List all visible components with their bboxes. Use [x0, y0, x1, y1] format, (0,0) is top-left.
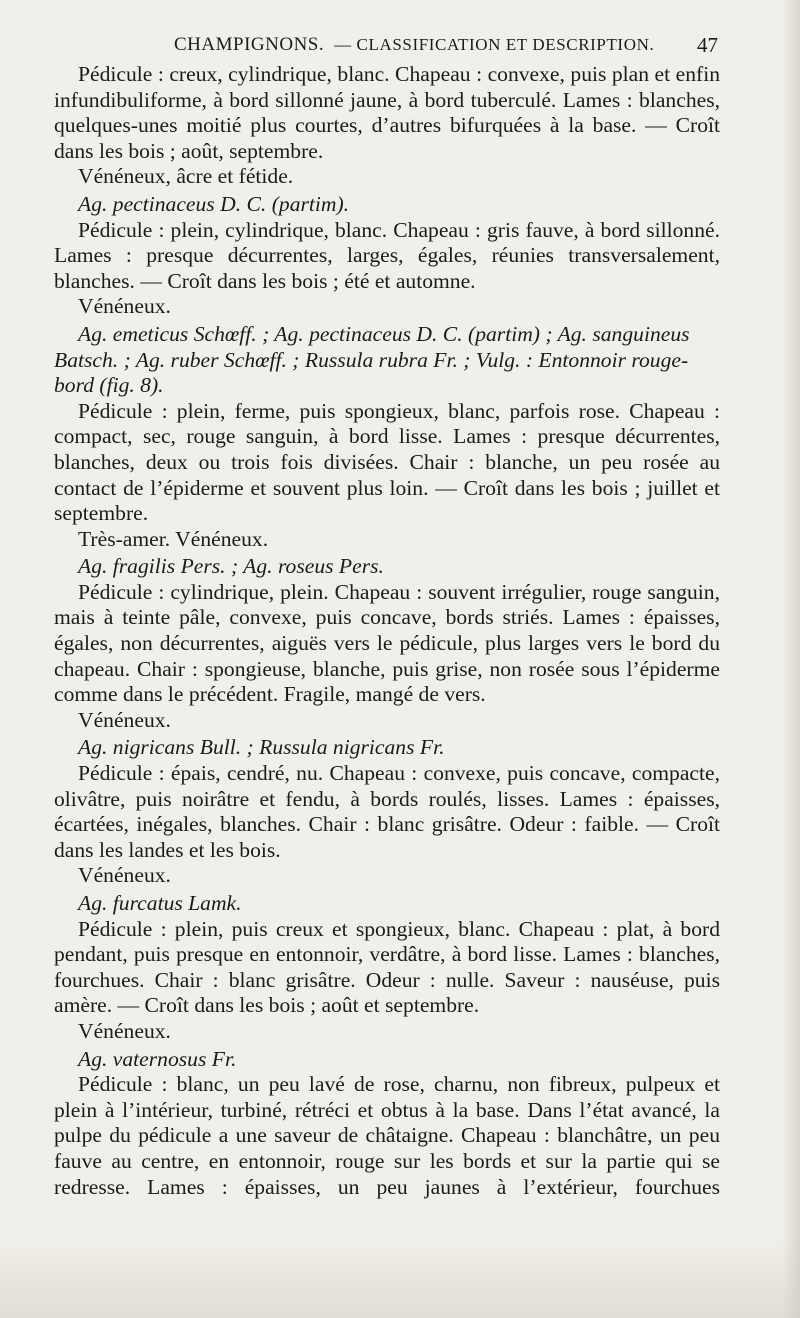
paragraph: Vénéneux.: [78, 1018, 171, 1043]
paragraph: Vénéneux.: [78, 863, 171, 888]
species-name-text: Ag. vaternosus Fr.: [78, 1046, 237, 1071]
paragraph: Pédicule : creux, cylindrique, blanc. Chapeau : convexe, puis plan et enfin infundibuliforme, à bord sillonné jaune, à bord tuberculé. Lames : blanches, quelques-unes moitié plus courtes, d’autres bifurquées à la base. — Croît dans les bois ; août, septembre.: [54, 62, 720, 163]
paragraph: Pédicule : cylindrique, plein. Chapeau : souvent irrégulier, rouge sanguin, mais à teinte pâle, convexe, puis concave, bords striés. Lames : épaisses, égales, non décurrentes, aiguës vers le pédicule, plus larges vers le bord du chapeau. Chair : spongieuse, blanche, puis grise, non rosée sous l’épiderme comme dans le précédent. Fragile, mangé de vers.: [54, 579, 720, 707]
page-edge-shade: [782, 0, 800, 1318]
species-name: [54, 891, 720, 917]
species-name-text: Ag. nigricans Bull. ; Russula nigricans Fr.: [78, 735, 445, 760]
paragraph: Vénéneux, âcre et fétide.: [78, 164, 294, 189]
species-name-text: Ag. emeticus Schœff. ; Ag. pectinaceus D. C. (partim) ; Ag. sanguineus Batsch. ; Ag. ruber Schœff. ; Russula rubra Fr. ; Vulg. : Entonnoir rouge-bord (fig. 8).: [54, 321, 690, 398]
species-name: [54, 1047, 720, 1073]
species-name: [54, 554, 720, 580]
species-name: [54, 322, 720, 399]
paragraph: Très-amer. Vénéneux.: [78, 526, 269, 551]
header-title: [174, 30, 654, 60]
paragraph: Pédicule : épais, cendré, nu. Chapeau : convexe, puis concave, compacte, olivâtre, puis noirâtre et fendu, à bords roulés, lisses. Lames : épaisses, écartées, inégales, blanches. Chair : blanc grisâtre. Odeur : faible. — Croît dans les landes et les bois.: [54, 761, 720, 862]
header-subtitle: — CLASSIFICATION ET DESCRIPTION.: [334, 35, 655, 54]
paragraph: Vénéneux.: [78, 707, 171, 732]
paragraph: Pédicule : plein, puis creux et spongieux, blanc. Chapeau : plat, à bord pendant, puis presque en entonnoir, verdâtre, à bord lisse. Lames : blanches, fourchues. Chair : blanc grisâtre. Odeur : nulle. Saveur : nauséuse, puis amère. — Croît dans les bois ; août et septembre.: [54, 916, 720, 1018]
species-name-text: Ag. furcatus Lamk.: [78, 891, 242, 915]
paragraph: Vénéneux.: [78, 294, 171, 319]
species-name-text: Ag. fragilis Pers. ; Ag. roseus Pers.: [78, 554, 384, 579]
species-name: [54, 735, 720, 761]
running-header: [52, 30, 718, 60]
body-text: [54, 62, 720, 1200]
header-title-text: CHAMPIGNONS.: [174, 34, 325, 55]
paragraph: Pédicule : plein, ferme, puis spongieux, blanc, parfois rose. Chapeau : compact, sec, rouge sanguin, à bord lisse. Lames : presque décurrentes, blanches, deux ou trois fois divisées. Chair : blanche, un peu rosée au contact de l’épiderme et souvent plus loin. — Croît dans les bois ; juillet et septembre.: [54, 398, 720, 526]
page-number: 47: [697, 33, 718, 57]
paragraph: Pédicule : blanc, un peu lavé de rose, charnu, non fibreux, pulpeux et plein à l’intérieur, turbiné, rétréci et obtus à la base. Dans l’état avancé, la pulpe du pédicule a une saveur de châtaigne. Chapeau : blanchâtre, un peu fauve au centre, en entonnoir, rouge sur les bords et sur la partie qui se redresse. Lames : épaisses, un peu jaunes à l’extérieur, fourchues: [54, 1072, 720, 1199]
species-name: [54, 192, 720, 218]
paragraph: Pédicule : plein, cylindrique, blanc. Chapeau : gris fauve, à bord sillonné. Lames : presque décurrentes, larges, égales, réunies transversalement, blanches. — Croît dans les bois ; été et automne.: [54, 217, 720, 293]
page-bottom-shade: [0, 1238, 800, 1318]
species-name-text: Ag. pectinaceus D. C. (partim).: [78, 191, 350, 216]
